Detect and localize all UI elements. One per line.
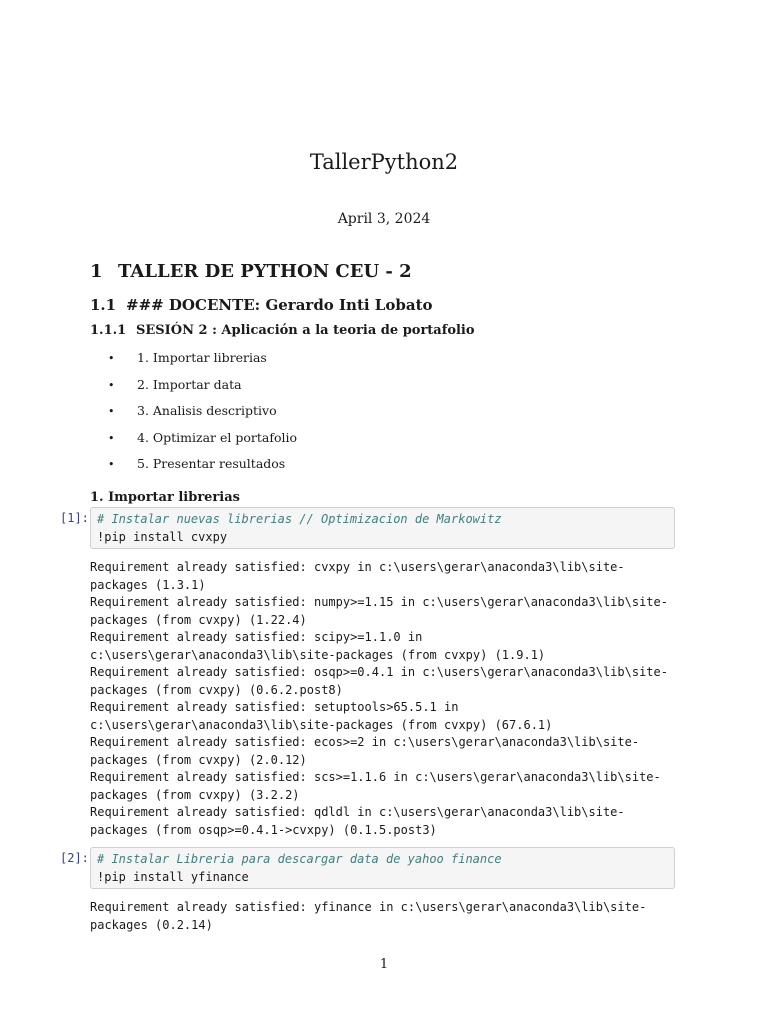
output-line: packages (1.3.1) xyxy=(90,577,206,592)
output-line: packages (from cvxpy) (3.2.2) xyxy=(90,787,300,802)
code-comment: # Instalar nuevas librerias // Optimizacion de Markowitz xyxy=(97,512,502,526)
list-item-text: 5. Presentar resultados xyxy=(137,456,286,471)
list-item-text: 2. Importar data xyxy=(137,376,242,392)
output-line: Requirement already satisfied: osqp>=0.4.1 in c:\users\gerar\anaconda3\lib\site- xyxy=(90,665,668,679)
output-line: packages (from cvxpy) (1.22.4) xyxy=(90,612,307,627)
subsection-title: ### DOCENTE: Gerardo Inti Lobato xyxy=(126,296,433,314)
code-cell[interactable] xyxy=(90,507,675,549)
list-item xyxy=(108,403,297,430)
bullet-icon: • xyxy=(108,431,115,445)
code-comment: # Instalar Libreria para descargar data de yahoo finance xyxy=(97,852,502,866)
list-item-text: 1. Importar librerias xyxy=(137,350,267,365)
session-agenda-list xyxy=(108,350,297,483)
subsection-number: 1.1 xyxy=(90,296,117,314)
bullet-icon: • xyxy=(108,352,115,365)
code-line: !pip install cvxpy xyxy=(97,529,228,544)
document-title: TallerPython2 xyxy=(309,150,459,174)
bullet-icon: • xyxy=(108,405,115,418)
subsection-heading xyxy=(90,296,433,314)
list-item-text: 3. Analisis descriptivo xyxy=(137,403,277,418)
cell-prompt: [2]: xyxy=(60,851,89,865)
subsubsection-number: 1.1.1 xyxy=(90,323,127,338)
list-item xyxy=(108,350,297,377)
output-line: packages (from cvxpy) (2.0.12) xyxy=(90,752,307,767)
output-line: Requirement already satisfied: scipy>=1.1.0 in xyxy=(90,630,423,644)
output-line: Requirement already satisfied: cvxpy in c:\users\gerar\anaconda3\lib\site- xyxy=(90,560,625,574)
page-number: 1 xyxy=(379,957,389,972)
list-item xyxy=(108,377,297,404)
output-line: Requirement already satisfied: yfinance in c:\users\gerar\anaconda3\lib\site- xyxy=(90,900,647,914)
section-title: TALLER DE PYTHON CEU - 2 xyxy=(118,261,412,282)
list-item-text: 4. Optimizar el portafolio xyxy=(137,429,298,445)
output-line: packages (from cvxpy) (0.6.2.post8) xyxy=(90,682,343,697)
bullet-icon: • xyxy=(108,458,115,471)
paragraph-heading: 1. Importar librerias xyxy=(90,490,240,505)
list-item xyxy=(108,456,297,483)
output-line: c:\users\gerar\anaconda3\lib\site-packages (from cvxpy) (67.6.1) xyxy=(90,717,553,732)
output-line: Requirement already satisfied: ecos>=2 in c:\users\gerar\anaconda3\lib\site- xyxy=(90,735,640,749)
document-date: April 3, 2024 xyxy=(337,211,431,227)
code-line: !pip install yfinance xyxy=(97,869,249,884)
output-line: Requirement already satisfied: qdldl in c:\users\gerar\anaconda3\lib\site- xyxy=(90,805,625,819)
output-line: c:\users\gerar\anaconda3\lib\site-packages (from cvxpy) (1.9.1) xyxy=(90,647,546,662)
bullet-icon: • xyxy=(108,378,115,392)
cell-output xyxy=(90,899,690,934)
cell-output xyxy=(90,559,690,839)
subsubsection-heading xyxy=(90,323,475,338)
subsubsection-title: SESIÓN 2 : Aplicación a la teoria de portafolio xyxy=(136,323,475,338)
output-line: Requirement already satisfied: setuptools>65.5.1 in xyxy=(90,700,459,714)
output-line: Requirement already satisfied: numpy>=1.15 in c:\users\gerar\anaconda3\lib\site- xyxy=(90,595,668,609)
section-heading xyxy=(90,261,412,282)
code-cell[interactable] xyxy=(90,847,675,889)
section-number: 1 xyxy=(90,261,103,282)
output-line: packages (0.2.14) xyxy=(90,917,213,932)
output-line: packages (from osqp>=0.4.1->cvxpy) (0.1.5.post3) xyxy=(90,822,437,837)
cell-prompt: [1]: xyxy=(60,511,89,525)
output-line: Requirement already satisfied: scs>=1.1.6 in c:\users\gerar\anaconda3\lib\site- xyxy=(90,770,661,784)
list-item xyxy=(108,430,297,457)
